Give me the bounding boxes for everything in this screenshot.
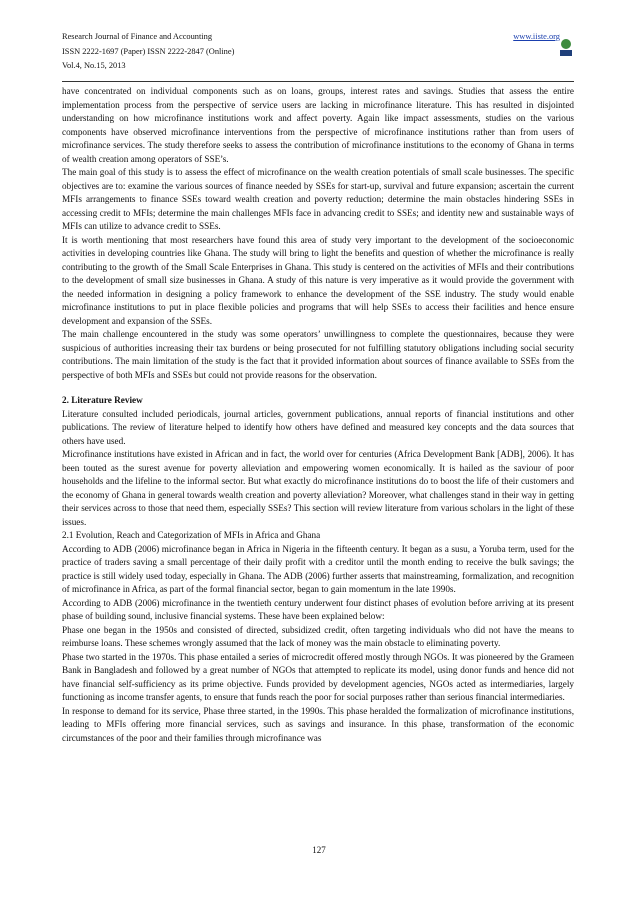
paragraph-8: According to ADB (2006) microfinance in the twentieth century underwent four distinct phases of evolution before arriving at its present phase of building sound, inclusive financial systems. These have been explained below:: [62, 597, 574, 621]
volume-line: Vol.4, No.15, 2013: [62, 61, 126, 70]
paragraph-6: Microfinance institutions have existed in African and in fact, the world over for centuries (Africa Development Bank [ADB], 2006). It has been touted as the surest avenue for poverty alleviation and empowering women economically. It is hailed as the saviour of poor households and the lifeline to the informal sector. But what exactly do microfinance institutions do to boost the life of their customers and the economy of Ghana in general towards wealth creation and poverty alleviation? Moreover, what challenges stand in their way in getting their services across to those that need them, especially SSEs? This section will review literature from various scholars in the light of these issues.: [62, 449, 574, 527]
section-heading: 2. Literature Review: [62, 395, 143, 405]
subsection-heading: 2.1 Evolution, Reach and Categorization of MFIs in Africa and Ghana: [62, 530, 321, 540]
journal-name: Research Journal of Finance and Accounting: [62, 32, 213, 41]
page-header: [62, 30, 574, 84]
paragraph-5: Literature consulted included periodicals, journal articles, government publications, annual reports of financial institutions and other publications. The review of literature helped to identify how others have defined and measured key concepts and the data sources that others have used.: [62, 408, 574, 446]
paragraph-11: In response to demand for its service, Phase three started, in the 1990s. This phase heralded the formalization of microfinance institutions, leading to MFIs offering more financial services, such as savings and insurance. In this phase, transformation of the economic circumstances of the poor and their families through microfinance was: [62, 705, 574, 743]
paragraph-1: have concentrated on individual components such as on loans, groups, interest rates and savings. Studies that assess the entire implementation process from the perspective of service users are lacking in microfinance literature. This has resulted in disjointed understanding on how microfinance institutions work and affect poverty. Again like impact assessments, studies on the various components have observed microfinance interventions from the perspective of microfinance institutions rather than from users of microfinance services. The study therefore seeks to assess the contribution of microfinance institutions to the economy of Ghana in terms of wealth creation among operators of SSE’s.: [62, 86, 574, 164]
iiste-logo-icon: [558, 38, 574, 58]
paragraph-9: Phase one began in the 1950s and consisted of directed, subsidized credit, often targeting individuals who did not have the means to reimburse loans. These schemes wrongly assumed that the lack of money was the main obstacle to eliminating poverty.: [62, 624, 574, 648]
section-spacer: [62, 382, 574, 394]
paragraph-10: Phase two started in the 1970s. This phase entailed a series of microcredit offered mostly through NGOs. It was pioneered by the Grameen Bank in Bangladesh and followed by a great number of NGOs that attempted to replicate its model, using donor funds and hence did not have financial self-sufficiency as its prime objective. Funds provided by development agencies, NGOs acted as intermediaries, largely functioning as income transfer agents, to ensure that funds reach the poor for social purposes rather than serious financial intermediaries.: [62, 651, 574, 702]
paragraph-2: The main goal of this study is to assess the effect of microfinance on the wealth creation potentials of small scale businesses. The specific objectives are to: examine the various sources of finance needed by SSEs for start-up, survival and future expansion; ascertain the current MFIs arrangements to finance SSEs toward wealth creation and poverty reduction; determine the main obstacles hindering SSEs in accessing credit to MFIs; determine the main challenges MFIs face in advancing credit to SSEs; and identity new and sustainable ways of MFIs can utilize to advance credit to SSEs.: [62, 167, 574, 231]
paragraph-4: The main challenge encountered in the study was some operators’ unwillingness to complete the questionnaires, because they were suspicious of authorities increasing their tax burdens or being prosecuted for not fulfilling statutory obligations including social security contributions. The main limitation of the study is the fact that it provided information about sources of finance available to SSEs from the perspective of both MFIs and SSEs but could not provide reasons for the observation.: [62, 329, 574, 380]
paragraph-3: It is worth mentioning that most researchers have found this area of study very important to the development of the socioeconomic activities in developing countries like Ghana. The study will bring to light the benefits and question of whether the microfinance is really contributing to the growth of the Small Scale Enterprises in Ghana. This study is centered on the activities of MFIs and their contributions to the development of small size businesses in Ghana. A study of this nature is very imperative as it would provide the government with the needed information in designing a policy framework to enhance the development of the SSE industry. The study would enable microfinance institutions to put in place flexible policies and programs that will help SSEs to access their facilities and hence ensure development and expansion of the SSEs.: [62, 234, 574, 326]
article-body: [62, 85, 574, 745]
issn-line: ISSN 2222-1697 (Paper) ISSN 2222-2847 (Online): [62, 46, 235, 56]
page-number: 127: [312, 845, 326, 855]
header-rule: [62, 81, 574, 82]
paragraph-7: According to ADB (2006) microfinance began in Africa in Nigeria in the fifteenth century. It began as a susu, a Yoruba term, used for the practice of traders saving a small percentage of their daily profit with a creditor until the month ending to receive the bulk savings; the practice is still widely used today, especially in Ghana. The ADB (2006) further asserts that mainstreaming, formalization, and recognition of microfinance in Africa, as part of the formal financial sector, began to gain momentum in the late 1990s.: [62, 543, 574, 594]
journal-url-link[interactable]: www.iiste.org: [513, 32, 560, 41]
